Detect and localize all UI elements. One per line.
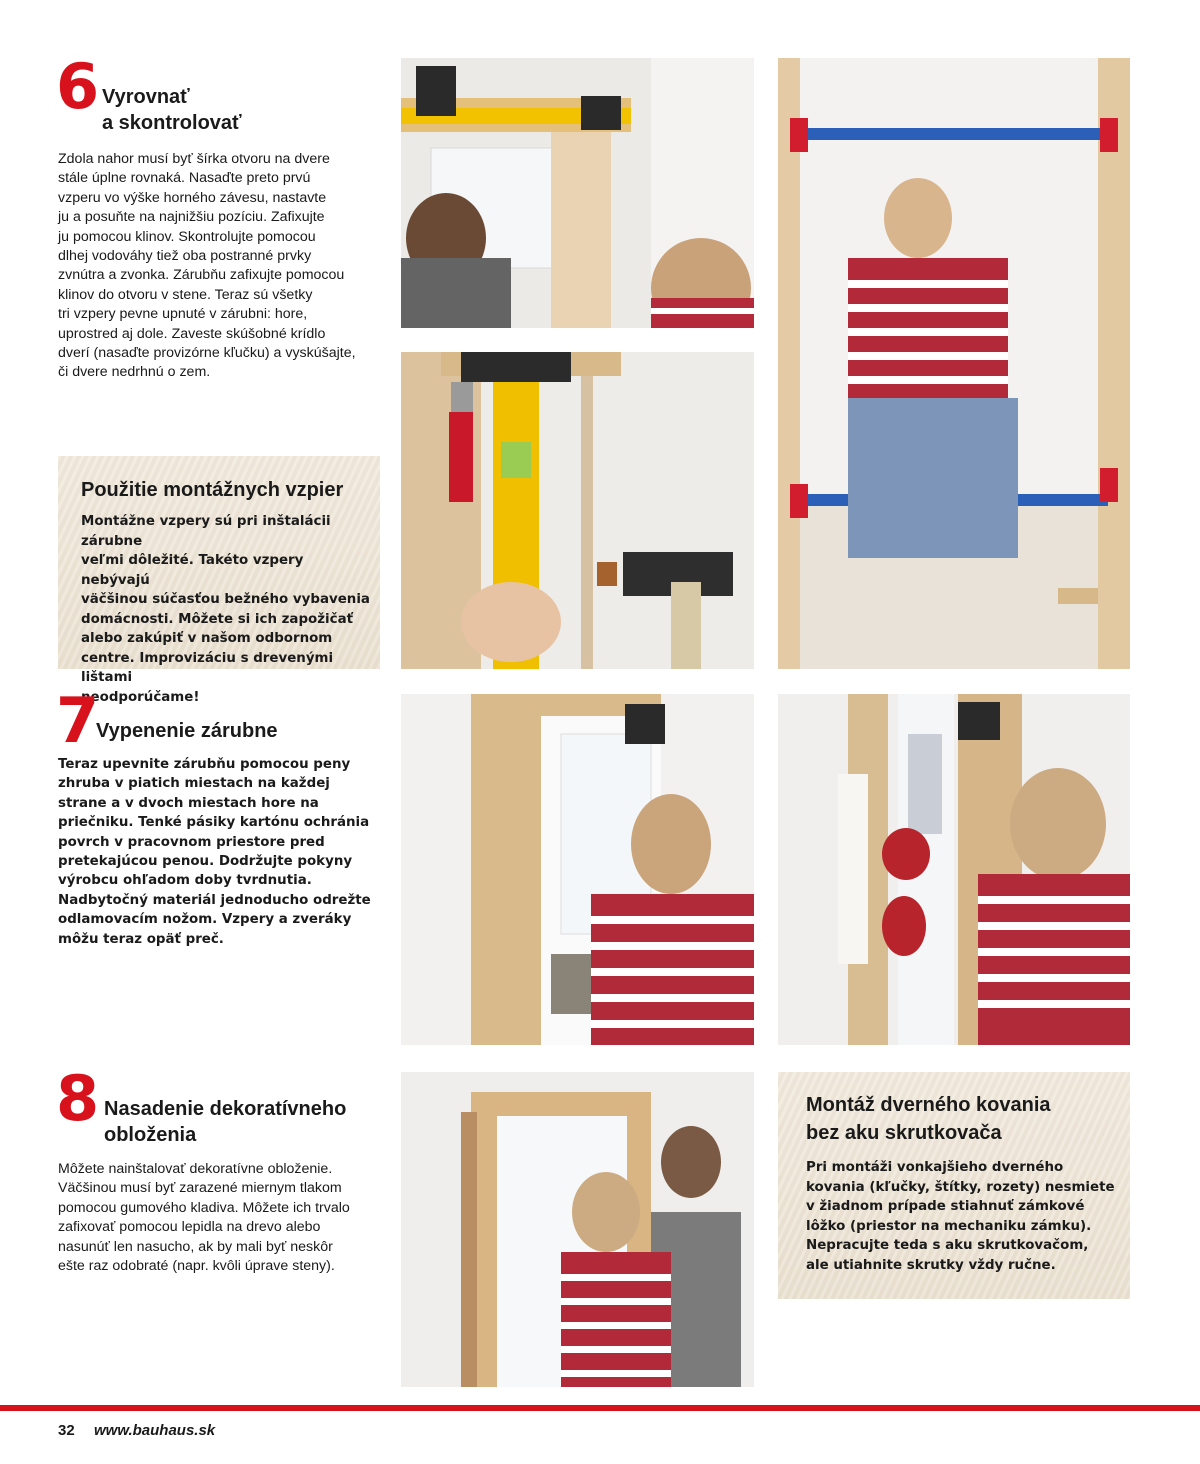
photo-step7-frame [401, 694, 754, 1045]
text-line: uprostred aj dole. Zaveste skúšobné krídlo [58, 325, 326, 342]
step-8-text [58, 1160, 388, 1276]
step-6-title [102, 84, 242, 136]
step-6-number: 6 [56, 50, 98, 123]
text-line: stále úplne rovnaká. Nasaďte preto prvú [58, 170, 311, 187]
step-7-text [58, 755, 378, 949]
text-line: väčšinou súčasťou bežného vybavenia [81, 592, 370, 607]
step-6-title-line2: a skontrolovať [102, 112, 242, 134]
step-8-title-line2: obloženia [104, 1124, 197, 1146]
photo-step6-level-hammer [401, 352, 754, 669]
step-8-title [104, 1096, 346, 1148]
text-line: ju pomocou klinov. Skontrolujte pomocou [58, 228, 316, 245]
text-line: Nadbytočný materiál jednoducho odrežte [58, 892, 371, 908]
page-number: 32 [58, 1422, 75, 1439]
text-line: zafixovať pomocou lepidla na drevo alebo [58, 1219, 321, 1236]
infobox-kovanie-text [806, 1158, 1122, 1275]
text-line: tri vzpery pevne upnuté v zárubni: hore, [58, 306, 308, 323]
text-line: odlamovacím nožom. Vzpery a zveráky [58, 912, 352, 928]
text-line: Väčšinou musí byť zarazené miernym tlakom [58, 1180, 342, 1197]
text-line: priečniku. Tenké pásiky kartónu ochránia [58, 815, 370, 831]
text-line: pretekajúcou penou. Dodržujte pokyny [58, 854, 353, 870]
text-line: zhruba v piatich miestach na každej [58, 776, 330, 792]
text-line: povrch v pracovnom priestore pred [58, 834, 325, 850]
text-line: Pri montáži vonkajšieho dverného [806, 1160, 1064, 1175]
website-link[interactable]: www.bauhaus.sk [94, 1422, 216, 1439]
infobox-vzpery [58, 456, 380, 705]
text-line: strane a v dvoch miestach hore na [58, 795, 319, 811]
text-line: domácnosti. Môžete si ich zapožičať [81, 611, 354, 627]
text-line: pomocou gumového kladiva. Môžete ich trvalo [58, 1199, 350, 1216]
photo-step6-top-clamps [401, 58, 754, 328]
text-line: vzperu vo výške horného závesu, nastavte [58, 189, 327, 206]
infobox-vzpery-title: Použitie montážnych vzpier [81, 479, 344, 501]
step-8-number: 8 [56, 1062, 98, 1135]
text-line: alebo zakúpiť v našom odbornom [81, 631, 333, 646]
infobox-kovanie [778, 1072, 1130, 1299]
text-line: neodporúčame! [81, 689, 200, 705]
text-line: dlhej vodováhy tiež oba postranné prvky [58, 248, 312, 265]
text-line: kovania (kľučky, štítky, rozety) nesmiete [806, 1179, 1115, 1195]
infobox-kovanie-title-line1: Montáž dverného kovania [806, 1094, 1051, 1116]
text-line: zvnútra a zvonka. Zárubňu zafixujte pomocou [58, 267, 345, 284]
photo-step7-foam [778, 694, 1130, 1045]
step-6-title-line1: Vyrovnať [102, 86, 190, 108]
step-7-number: 7 [56, 684, 98, 757]
text-line: v žiadnom prípade stiahnuť zámkové [806, 1199, 1085, 1214]
text-line: ale utiahnite skrutky vždy ručne. [806, 1257, 1056, 1273]
photo-step6-braces [778, 58, 1130, 669]
text-line: či dvere nedrhnú o zem. [58, 364, 211, 381]
text-line: Nepracujte teda s aku skrutkovačom, [806, 1238, 1089, 1253]
photo-step8-trim [401, 1072, 754, 1387]
text-line: dverí (nasaďte provizórne kľučku) a vyskúšajte, [58, 345, 356, 362]
text-line: centre. Improvizáciu s drevenými lištami [81, 650, 334, 685]
infobox-kovanie-title-line2: bez aku skrutkovača [806, 1122, 1002, 1144]
step-7-title: Vypenenie zárubne [96, 720, 278, 742]
text-line: Teraz upevnite zárubňu pomocou peny [58, 757, 351, 772]
text-line: klinov do otvoru v stene. Teraz sú všetky [58, 286, 313, 303]
text-line: veľmi dôležité. Takéto vzpery nebývajú [81, 553, 304, 588]
text-line: ešte raz odobraté (napr. kvôli úprave steny). [58, 1258, 335, 1275]
text-line: môžu teraz opäť preč. [58, 931, 224, 947]
text-line: výrobcu ohľadom doby tvrdnutia. [58, 873, 312, 889]
text-line: Montážne vzpery sú pri inštalácii zárubne [81, 514, 331, 549]
step-6-text [58, 150, 378, 383]
infobox-vzpery-text [81, 512, 371, 707]
text-line: nasunúť len nasucho, ak by mali byť neskôr [58, 1238, 333, 1255]
text-line: Zdola nahor musí byť šírka otvoru na dvere [58, 151, 330, 167]
text-line: ju a posuňte na najnižšiu pozíciu. Zafixujte [58, 209, 325, 226]
step-8-title-line1: Nasadenie dekoratívneho [104, 1098, 347, 1120]
text-line: Môžete nainštalovať dekoratívne obloženie. [58, 1161, 333, 1177]
infobox-kovanie-title [806, 1091, 1051, 1147]
text-line: lôžko (priestor na mechaniku zámku). [806, 1218, 1092, 1234]
footer-divider [0, 1405, 1200, 1411]
